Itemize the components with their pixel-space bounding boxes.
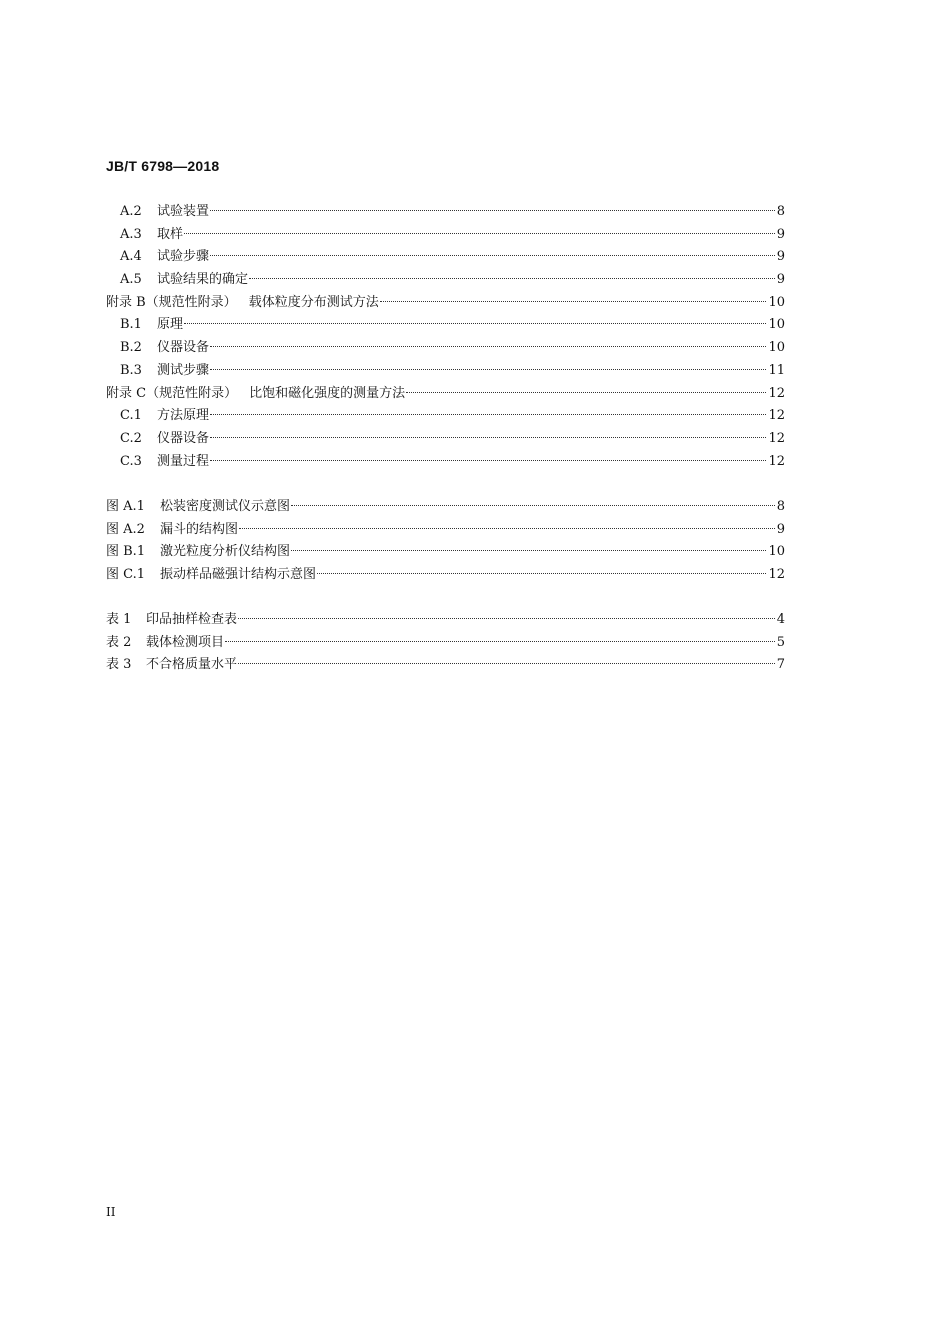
toc-entry-title: 试验步骤 [157,249,210,265]
toc-entry-title: 印品抽样检查表 [146,612,238,627]
toc-table-entry[interactable] [106,654,785,677]
toc-figures [106,496,785,587]
toc-entry-page: 5 [776,634,785,650]
leader-dots [210,437,766,438]
toc-appendix-entry[interactable] [106,383,785,406]
leader-dots [291,550,766,551]
leader-dots [406,392,766,393]
toc-entry-number: 表 3 [106,657,132,673]
leader-dots [249,278,775,279]
toc-entry-page: 8 [776,499,785,514]
toc-entry-page: 10 [768,294,785,310]
toc-entry-page: 12 [768,385,785,401]
toc-entry-page: 10 [768,340,785,356]
leader-dots [184,233,775,234]
toc-entry-title: 不合格质量水平 [146,657,238,673]
toc-entry[interactable] [106,360,785,383]
toc-table-entry[interactable] [106,609,785,632]
leader-dots [225,641,775,642]
leader-dots [210,210,775,211]
toc-entry-number: 表 2 [106,634,132,650]
toc-entry[interactable] [106,337,785,360]
toc-entry-page: 12 [768,567,785,583]
toc-entry-page: 4 [776,612,785,627]
toc-entry-page: 9 [776,272,785,288]
leader-dots [210,346,766,347]
leader-dots [210,414,766,415]
toc-entry[interactable] [106,314,785,337]
toc-figure-entry[interactable] [106,496,785,519]
toc-figure-entry[interactable] [106,541,785,564]
toc-table-entry[interactable] [106,632,785,655]
toc-entry-number: C.1 [120,408,142,424]
toc-entry-number: 图 C.1 [106,567,146,583]
toc-entry[interactable] [106,246,785,269]
toc-entry-number: B.3 [120,362,142,378]
toc-entry-number: C.2 [120,430,142,446]
leader-dots [291,505,775,506]
toc-entry-number: A.4 [120,249,142,265]
toc-entry-title: 载体粒度分布测试方法 [248,294,379,310]
toc-entry-number: 附录 C（规范性附录） [106,385,238,401]
toc-entry-page: 12 [768,408,785,424]
toc-entry-number: A.3 [120,226,142,242]
toc-entry-number: 附录 B（规范性附录） [106,294,237,310]
toc-tables [106,609,785,677]
toc-entry-page: 9 [776,249,785,265]
toc-appendix-entry[interactable] [106,292,785,315]
toc-entry-number: C.3 [120,453,142,469]
toc-entry-title: 取样 [157,226,184,242]
toc-entry-page: 7 [776,657,785,673]
toc-entry-title: 激光粒度分析仪结构图 [160,544,291,560]
toc-entry-title: 载体检测项目 [146,634,225,650]
leader-dots [238,663,775,664]
toc-entry-title: 仪器设备 [157,430,210,446]
toc-entry-page: 11 [768,362,785,378]
toc-entry-number: 图 B.1 [106,544,146,560]
toc-entry[interactable] [106,269,785,292]
leader-dots [210,255,775,256]
toc-entry[interactable] [106,428,785,451]
leader-dots [184,323,766,324]
document-code: JB/T 6798—2018 [106,158,220,174]
toc-entry-page: 12 [768,453,785,469]
leader-dots [210,369,766,370]
toc-figure-entry[interactable] [106,519,785,542]
toc-entry-title: 漏斗的结构图 [160,521,239,537]
toc-entry-title: 松装密度测试仪示意图 [160,499,291,514]
toc-entry-title: 比饱和磁化强度的测量方法 [249,385,406,401]
toc-entry-page: 9 [776,226,785,242]
leader-dots [380,301,767,302]
toc-entry-title: 仪器设备 [157,340,210,356]
toc-entry-title: 测量过程 [157,453,210,469]
toc-entry[interactable] [106,451,785,474]
leader-dots [238,618,775,619]
toc-entry-page: 12 [768,430,785,446]
toc-entry-title: 试验结果的确定 [157,272,249,288]
toc-entry-page: 10 [768,544,785,560]
toc-entry-title: 试验装置 [157,204,210,219]
toc-entry-number: B.2 [120,340,142,356]
toc-entry-number: B.1 [120,317,142,333]
toc-sections [106,201,785,473]
toc-entry[interactable] [106,201,785,224]
toc-figure-entry[interactable] [106,564,785,587]
toc-entry-number: 图 A.2 [106,521,145,537]
toc-entry-number: 表 1 [106,612,132,627]
leader-dots [210,460,766,461]
toc-entry-title: 原理 [157,317,184,333]
toc-entry-number: A.2 [120,204,142,219]
toc-entry-page: 10 [768,317,785,333]
leader-dots [239,528,775,529]
leader-dots [317,573,766,574]
toc-entry-title: 方法原理 [157,408,210,424]
toc-entry-title: 振动样品磁强计结构示意图 [160,567,317,583]
toc-entry-number: A.5 [120,272,142,288]
toc-entry-page: 8 [776,204,785,219]
page-number: II [106,1205,116,1219]
toc-entry[interactable] [106,224,785,247]
toc-entry[interactable] [106,405,785,428]
toc-entry-title: 测试步骤 [157,362,210,378]
toc-entry-number: 图 A.1 [106,499,145,514]
toc-entry-page: 9 [776,521,785,537]
